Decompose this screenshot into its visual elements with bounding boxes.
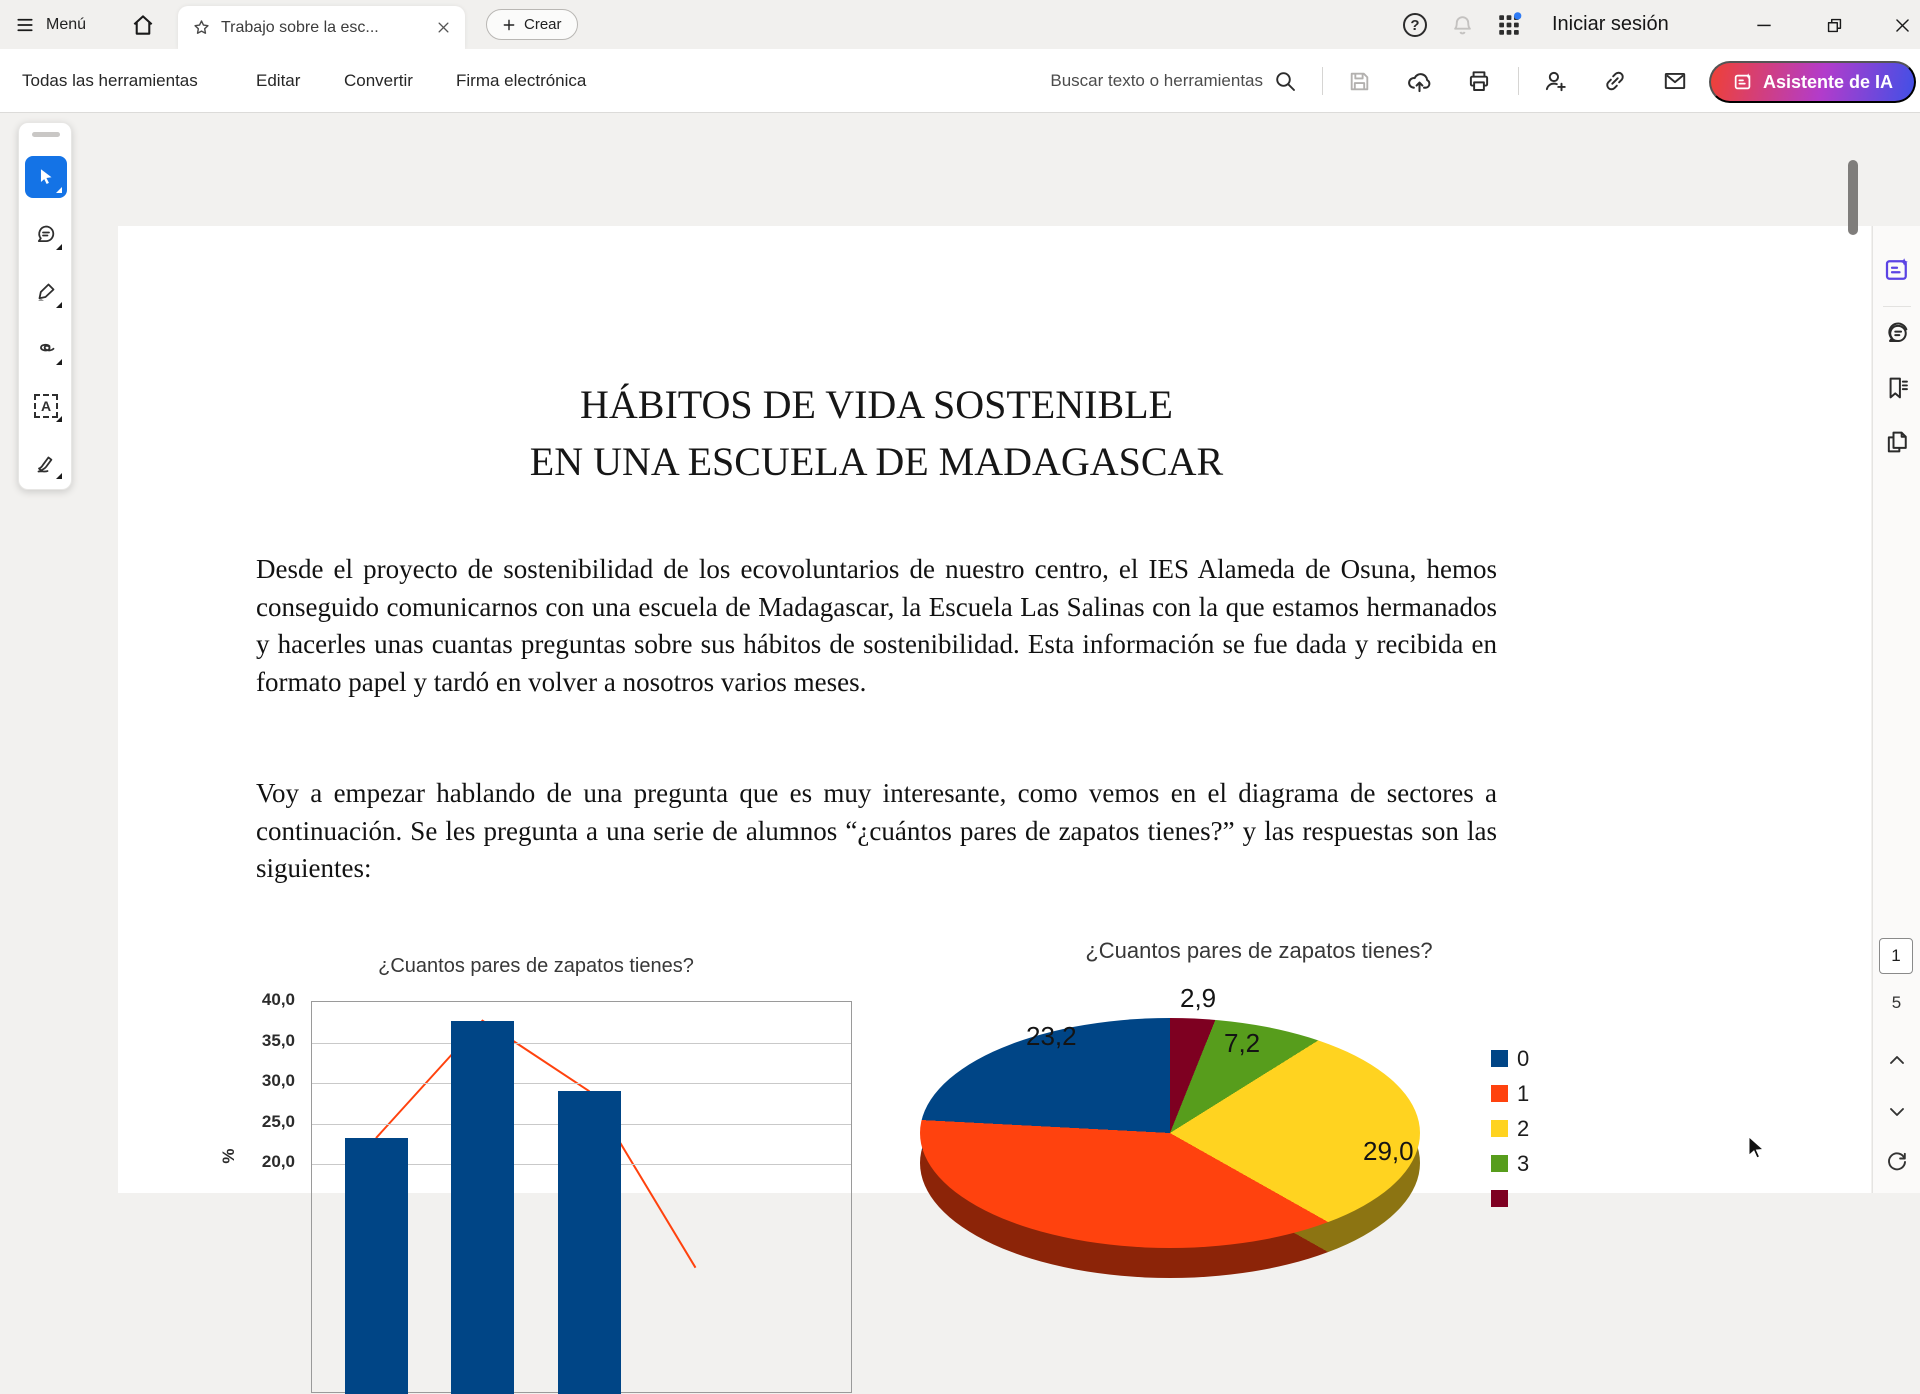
pie-data-label: 29,0 xyxy=(1363,1136,1414,1166)
legend-item xyxy=(1491,1041,1529,1076)
search-button[interactable] xyxy=(1266,62,1304,100)
legend-swatch xyxy=(1491,1190,1508,1207)
plus-icon xyxy=(502,18,516,32)
home-icon xyxy=(130,12,156,38)
document-title-line1: HÁBITOS DE VIDA SOSTENIBLE xyxy=(580,382,1173,427)
comment-bubble-icon xyxy=(1883,320,1911,348)
legend-label: 3 xyxy=(1517,1150,1530,1176)
save-button[interactable] xyxy=(1340,62,1378,100)
star-icon[interactable] xyxy=(192,18,211,37)
help-button[interactable] xyxy=(1400,10,1430,40)
legend-swatch xyxy=(1491,1155,1508,1172)
chevron-up-icon xyxy=(1885,1048,1909,1072)
document-title-line2: EN UNA ESCUELA DE MADAGASCAR xyxy=(529,439,1224,484)
next-page-button[interactable] xyxy=(1881,1096,1913,1128)
y-tick-label: 35,0 xyxy=(261,1030,295,1050)
legend-swatch xyxy=(1491,1050,1508,1067)
comments-panel-button[interactable] xyxy=(1881,318,1913,350)
app-grid-icon xyxy=(1496,12,1522,38)
document-viewport xyxy=(0,113,1920,1176)
create-button[interactable] xyxy=(486,9,578,40)
text-select-icon: A xyxy=(34,394,58,418)
signature-pen-icon xyxy=(34,451,58,475)
menu-convert[interactable]: Convertir xyxy=(344,71,413,90)
window-restore-button[interactable] xyxy=(1820,12,1848,38)
bar xyxy=(558,1091,621,1394)
right-panel xyxy=(1872,226,1920,1193)
search-input[interactable] xyxy=(995,65,1263,97)
pie-chart xyxy=(920,1018,1420,1248)
legend-item xyxy=(1491,1111,1529,1146)
document-title xyxy=(256,376,1497,490)
legend-item xyxy=(1491,1076,1529,1111)
chevron-down-icon xyxy=(1885,1100,1909,1124)
pages-panel-button[interactable] xyxy=(1881,426,1913,458)
legend-swatch xyxy=(1491,1085,1508,1102)
current-page-input[interactable]: 1 xyxy=(1879,938,1913,974)
window-minimize-button[interactable] xyxy=(1750,12,1778,38)
y-tick-label: 25,0 xyxy=(261,1111,295,1131)
print-button[interactable] xyxy=(1460,62,1498,100)
save-icon xyxy=(1347,69,1372,94)
email-button[interactable] xyxy=(1656,62,1694,100)
title-bar xyxy=(0,0,1920,49)
comment-tool-button[interactable] xyxy=(25,213,67,255)
highlighter-icon xyxy=(34,280,58,304)
person-add-icon xyxy=(1542,68,1568,94)
bar-chart-yaxis xyxy=(228,990,303,1393)
notifications-button[interactable] xyxy=(1447,10,1477,40)
toolbar-drag-handle[interactable] xyxy=(32,132,60,137)
legend-label: 2 xyxy=(1517,1115,1530,1141)
search-icon xyxy=(1273,69,1297,93)
bar xyxy=(345,1138,408,1394)
close-icon xyxy=(1893,16,1912,35)
text-select-tool-button[interactable] xyxy=(25,385,67,427)
ai-assistant-panel-button[interactable] xyxy=(1881,254,1913,286)
window-close-button[interactable] xyxy=(1888,12,1916,38)
legend-swatch xyxy=(1491,1120,1508,1137)
bar-chart-plot xyxy=(311,1001,852,1393)
legend-label: 1 xyxy=(1517,1080,1530,1106)
minimize-icon xyxy=(1754,15,1774,35)
get-link-button[interactable] xyxy=(1596,62,1634,100)
tab-close-icon[interactable] xyxy=(436,20,451,35)
add-user-button[interactable] xyxy=(1536,62,1574,100)
quick-tools-bar xyxy=(0,49,1920,113)
sign-in-link[interactable]: Iniciar sesión xyxy=(1552,13,1669,35)
bookmarks-panel-button[interactable] xyxy=(1881,372,1913,404)
rotate-refresh-button[interactable] xyxy=(1881,1146,1913,1178)
vertical-scrollbar-thumb[interactable] xyxy=(1848,160,1858,235)
pie-data-label: 7,2 xyxy=(1224,1028,1261,1058)
pie-chart-title: ¿Cuantos pares de zapatos tienes? xyxy=(1085,938,1433,963)
cursor-arrow-icon xyxy=(35,166,57,188)
draw-lasso-tool-button[interactable] xyxy=(25,328,67,370)
printer-icon xyxy=(1466,68,1492,94)
help-icon: ? xyxy=(1403,13,1427,37)
refresh-icon xyxy=(1885,1150,1909,1174)
bar xyxy=(451,1021,514,1394)
copy-pages-icon xyxy=(1883,428,1911,456)
paragraph: Desde el proyecto de sostenibilidad de los ecovoluntarios de nuestro centro, el IES Alameda de Osuna, hemos conseguido comunicarnos con una escuela de Madagascar, la Escuela Las Salinas con la que estamos hermanados y hacerles unas cuantas preguntas sobre sus hábitos de sostenibilidad. Esta información se fue dada y recibida en formato papel y tardó en volver a nosotros varios meses. xyxy=(256,554,1497,697)
tab-title: Trabajo sobre la esc... xyxy=(221,18,379,36)
fill-sign-tool-button[interactable] xyxy=(25,442,67,484)
bookmark-icon xyxy=(1883,374,1911,402)
create-label: Crear xyxy=(524,16,562,33)
ai-sparkle-doc-icon xyxy=(1882,255,1912,285)
total-pages-label: 5 xyxy=(1891,993,1902,1012)
apps-button[interactable] xyxy=(1494,10,1524,40)
toolbar-divider xyxy=(1322,67,1323,95)
share-upload-button[interactable] xyxy=(1400,62,1438,100)
y-tick-label: 30,0 xyxy=(261,1071,295,1090)
paragraph: Voy a empezar hablando de una pregunta que es muy interesante, como vemos en el diagrama de sectores a continuación. Se les pregunta a una serie de alumnos “¿cuántos pares de zapatos tienes?” y las respuestas son las siguientes: xyxy=(256,778,1497,883)
document-tab[interactable] xyxy=(178,6,465,49)
restore-icon xyxy=(1825,16,1844,35)
ai-sparkle-doc-icon xyxy=(1732,71,1754,93)
toolbar-divider xyxy=(1518,67,1519,95)
bar-chart-ylabel: % xyxy=(219,1148,238,1164)
y-tick-label: 40,0 xyxy=(261,990,295,1009)
document-page xyxy=(118,226,1871,1193)
cloud-upload-icon xyxy=(1406,68,1433,95)
mouse-cursor xyxy=(1745,1135,1771,1163)
menu-button[interactable] xyxy=(14,9,86,41)
menu-label: Menú xyxy=(46,16,87,33)
panel-divider xyxy=(1883,306,1911,307)
envelope-icon xyxy=(1662,68,1688,94)
hamburger-icon xyxy=(14,16,36,34)
link-icon xyxy=(1602,68,1628,94)
home-button[interactable] xyxy=(128,10,158,40)
menu-edit[interactable]: Editar xyxy=(256,71,301,90)
notification-dot xyxy=(1514,12,1521,19)
legend-item xyxy=(1491,1146,1529,1181)
previous-page-button[interactable] xyxy=(1881,1044,1913,1076)
highlight-tool-button[interactable] xyxy=(25,271,67,313)
ai-assistant-button[interactable] xyxy=(1709,61,1916,103)
lasso-icon xyxy=(34,337,58,361)
y-tick-label: 20,0 xyxy=(261,1152,295,1171)
bar-chart-title: ¿Cuantos pares de zapatos tienes? xyxy=(378,955,694,977)
pie-legend xyxy=(1491,1041,1611,1201)
legend-item xyxy=(1491,1181,1517,1216)
select-tool-button[interactable] xyxy=(25,156,67,198)
comment-icon xyxy=(34,222,58,246)
legend-label: 0 xyxy=(1517,1045,1530,1071)
gridline xyxy=(312,1043,851,1044)
pie-data-label: 2,9 xyxy=(1180,983,1217,1013)
bell-icon xyxy=(1450,13,1475,38)
gridline xyxy=(312,1083,851,1084)
ai-assistant-label: Asistente de IA xyxy=(1762,71,1894,92)
menu-all-tools[interactable]: Todas las herramientas xyxy=(22,71,198,90)
pie-data-label: 23,2 xyxy=(1026,1021,1077,1051)
menu-esign[interactable]: Firma electrónica xyxy=(456,71,587,90)
left-toolbar xyxy=(18,122,72,490)
